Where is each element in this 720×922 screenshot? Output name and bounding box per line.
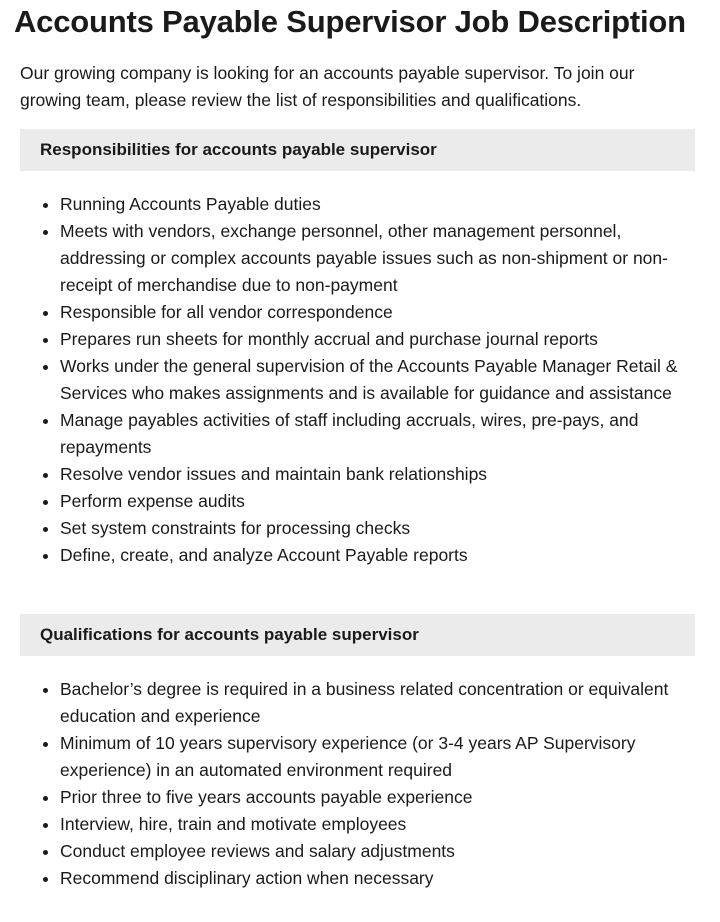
- list-item: • Responsible for all vendor correspondence: [60, 299, 695, 326]
- page-title: Accounts Payable Supervisor Job Description: [14, 4, 686, 39]
- list-item: • Running Accounts Payable duties: [60, 191, 695, 218]
- list-item: • Prepares run sheets for monthly accrual and purchase journal reports: [60, 326, 695, 353]
- list-item: • Prior three to five years accounts payable experience: [60, 784, 695, 811]
- intro-text: Our growing company is looking for an accounts payable supervisor. To join our growing team, please review the list of responsibilities and qualifications.: [20, 63, 635, 110]
- list-item: • Minimum of 10 years supervisory experience (or 3-4 years AP Supervisory experience) in an automated environment required: [60, 730, 695, 784]
- list-item: • Resolve vendor issues and maintain bank relationships: [60, 461, 695, 488]
- responsibilities-list: [20, 191, 695, 569]
- list-item: • Bachelor’s degree is required in a business related concentration or equivalent education and experience: [60, 676, 695, 730]
- list-item: • Manage payables activities of staff including accruals, wires, pre-pays, and repayments: [60, 407, 695, 461]
- list-item: • Meets with vendors, exchange personnel, other management personnel, addressing or complex accounts payable issues such as non-shipment or non-receipt of merchandise due to non-payment: [60, 218, 695, 299]
- qualifications-list: [20, 676, 695, 892]
- list-item: • Define, create, and analyze Account Payable reports: [60, 542, 695, 569]
- list-item: • Interview, hire, train and motivate employees: [60, 811, 695, 838]
- qualifications-heading: Qualifications for accounts payable supervisor: [20, 614, 695, 656]
- list-item: • Recommend disciplinary action when necessary: [60, 865, 695, 892]
- responsibilities-heading: Responsibilities for accounts payable supervisor: [20, 129, 695, 171]
- list-item: • Works under the general supervision of the Accounts Payable Manager Retail & Services who makes assignments and is available for guidance and assistance: [60, 353, 695, 407]
- list-item: • Conduct employee reviews and salary adjustments: [60, 838, 695, 865]
- list-item: • Perform expense audits: [60, 488, 695, 515]
- list-item: • Set system constraints for processing checks: [60, 515, 695, 542]
